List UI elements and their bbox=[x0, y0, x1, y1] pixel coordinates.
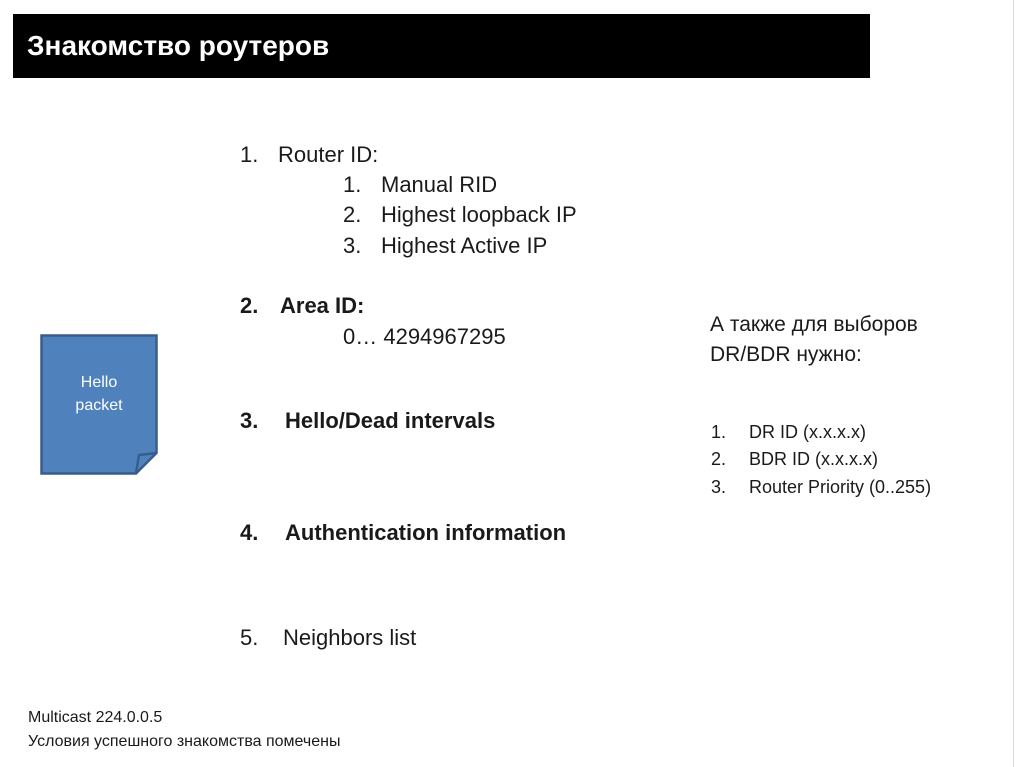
list-number: 2. bbox=[343, 202, 362, 227]
side-list-item-dr-id bbox=[711, 420, 866, 444]
list-label: BDR ID (x.x.x.x) bbox=[749, 449, 878, 469]
slide-title: Знакомство роутеров bbox=[27, 30, 330, 61]
sub-item-active-ip bbox=[343, 232, 547, 260]
list-number: 3. bbox=[240, 408, 259, 433]
side-note-line2: DR/BDR нужно: bbox=[710, 343, 862, 366]
hello-packet-label-line1: Hello bbox=[80, 374, 118, 391]
list-label: Authentication information bbox=[285, 520, 567, 545]
list-label: Manual RID bbox=[381, 172, 498, 197]
list-number: 1. bbox=[711, 422, 727, 442]
list-label: Area ID: bbox=[280, 293, 365, 318]
list-number: 2. bbox=[711, 449, 727, 469]
list-number: 3. bbox=[343, 233, 362, 258]
list-label: Hello/Dead intervals bbox=[285, 408, 496, 433]
list-label: Highest Active IP bbox=[381, 233, 548, 258]
sub-item-loopback bbox=[343, 201, 577, 229]
list-number: 1. bbox=[343, 172, 362, 197]
list-item-router-id bbox=[240, 141, 378, 169]
area-id-range: 0… 4294967295 bbox=[343, 324, 506, 349]
list-item-area-id bbox=[240, 292, 364, 320]
footer-multicast: Multicast 224.0.0.5 bbox=[28, 709, 163, 726]
side-note-line1: А также для выборов bbox=[710, 313, 918, 336]
list-number: 4. bbox=[240, 520, 259, 545]
list-label: Highest loopback IP bbox=[381, 202, 577, 227]
list-number: 2. bbox=[240, 293, 259, 318]
hello-packet-label bbox=[40, 371, 158, 417]
list-item-neighbors bbox=[240, 624, 416, 652]
side-list-item-router-priority bbox=[711, 475, 931, 499]
list-label: DR ID (x.x.x.x) bbox=[749, 422, 866, 442]
list-item-authentication bbox=[240, 519, 566, 547]
side-list-item-bdr-id bbox=[711, 447, 878, 471]
list-number: 3. bbox=[711, 477, 727, 497]
list-label: Router ID: bbox=[278, 142, 379, 167]
list-number: 1. bbox=[240, 142, 259, 167]
footer-note: Условия успешного знакомства помечены bbox=[28, 733, 341, 750]
list-item-hello-dead bbox=[240, 407, 495, 435]
list-label: Router Priority (0..255) bbox=[749, 477, 932, 497]
slide-border bbox=[1013, 0, 1014, 767]
list-number: 5. bbox=[240, 625, 259, 650]
list-label: Neighbors list bbox=[283, 625, 417, 650]
sub-item-manual-rid bbox=[343, 171, 497, 199]
hello-packet-label-line2: packet bbox=[75, 397, 123, 414]
